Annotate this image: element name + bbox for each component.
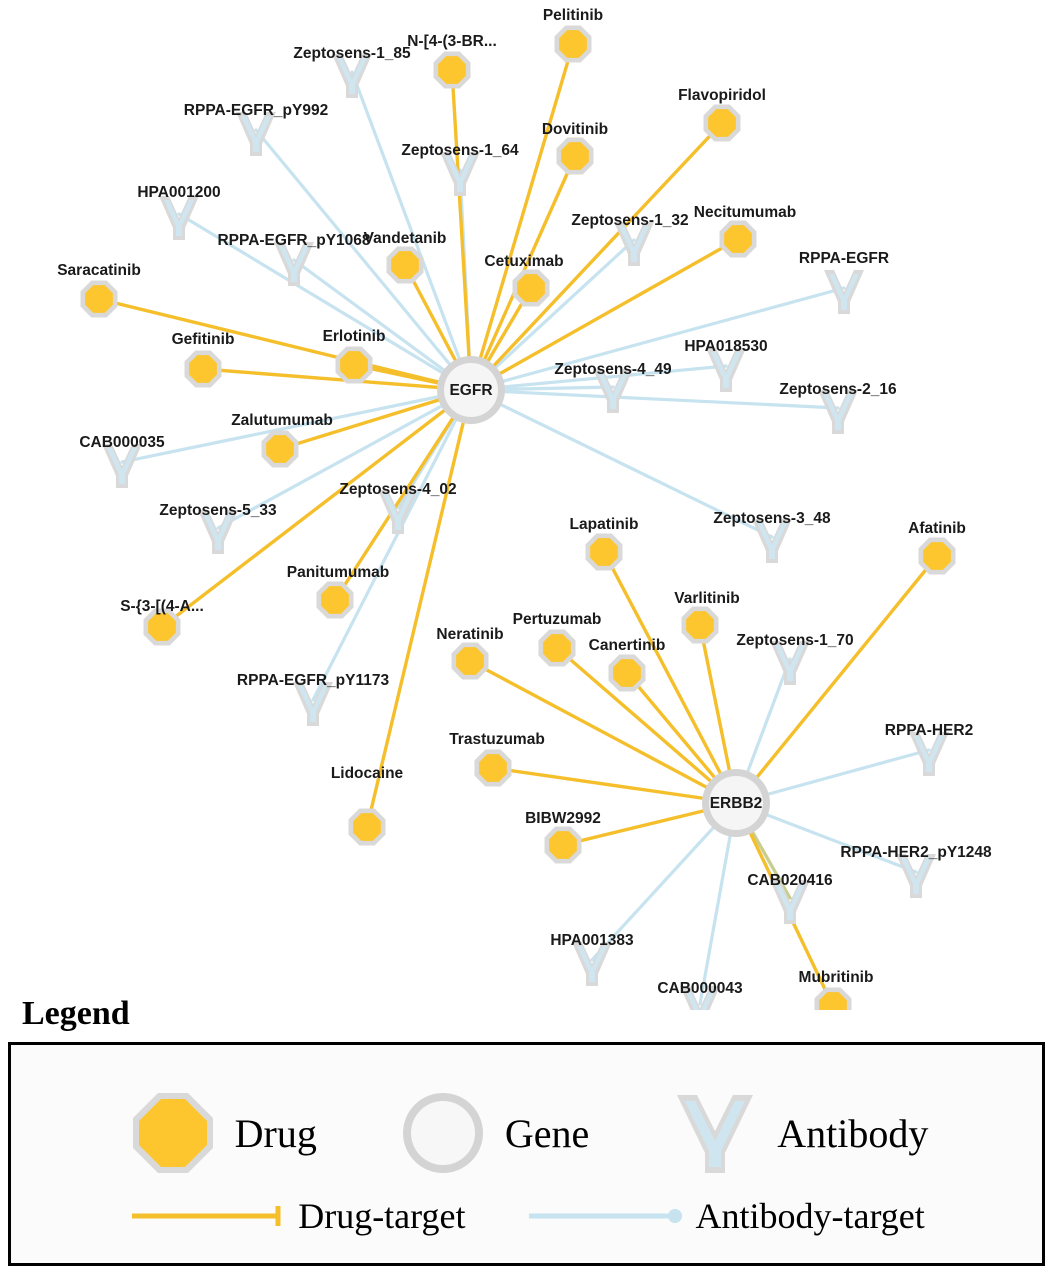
labels-layer bbox=[57, 7, 992, 997]
drug-node[interactable] bbox=[189, 355, 217, 383]
antibody-label: Zeptosens-1_64 bbox=[401, 142, 519, 160]
legend-item-antibody bbox=[667, 1085, 928, 1181]
drug-node[interactable] bbox=[438, 56, 466, 84]
drug-label: Dovitinib bbox=[541, 121, 609, 139]
drug-label: BIBW2992 bbox=[525, 810, 601, 828]
legend-label-gene: Gene bbox=[504, 1110, 590, 1156]
graph-edge bbox=[367, 390, 471, 827]
drug-label: Erlotinib bbox=[322, 328, 386, 346]
antibody-label: Zeptosens-5_33 bbox=[159, 502, 277, 520]
antibody-label: RPPA-EGFR_pY1173 bbox=[236, 672, 390, 690]
antibody-label: Zeptosens-3_48 bbox=[713, 510, 831, 528]
antibody-label: CAB020416 bbox=[747, 872, 833, 890]
legend-box bbox=[8, 1042, 1045, 1266]
drug-label: Pertuzumab bbox=[512, 611, 602, 629]
drug-node[interactable] bbox=[543, 634, 571, 662]
drug-node[interactable] bbox=[479, 754, 507, 782]
legend-item-gene bbox=[395, 1085, 589, 1181]
drug-node[interactable] bbox=[456, 647, 484, 675]
drug-target-edge-icon bbox=[128, 1201, 288, 1231]
drug-node[interactable] bbox=[266, 435, 294, 463]
legend-label-drug: Drug bbox=[234, 1110, 317, 1156]
drug-label: Lidocaine bbox=[330, 765, 404, 783]
antibody-label: HPA001383 bbox=[550, 932, 634, 950]
drug-label: Lapatinib bbox=[569, 516, 639, 534]
gene-label: ERBB2 bbox=[709, 795, 763, 813]
drug-node[interactable] bbox=[724, 225, 752, 253]
drug-label: Mubritinib bbox=[798, 969, 874, 987]
legend-item-drug-target bbox=[128, 1195, 465, 1237]
legend-label-drug-target: Drug-target bbox=[298, 1196, 466, 1236]
drug-label: Vandetanib bbox=[363, 230, 447, 248]
drug-node[interactable] bbox=[590, 538, 618, 566]
drug-node[interactable] bbox=[321, 586, 349, 614]
drug-node[interactable] bbox=[613, 659, 641, 687]
legend-item-drug bbox=[125, 1085, 317, 1181]
drug-node[interactable] bbox=[559, 30, 587, 58]
antibody-label: RPPA-EGFR_pY1068 bbox=[217, 232, 371, 250]
drug-label: Pelitinib bbox=[542, 7, 604, 25]
drug-label: S-{3-[(4-A... bbox=[120, 598, 204, 616]
antibody-label: CAB000035 bbox=[79, 434, 165, 452]
antibody-label: Zeptosens-1_85 bbox=[293, 45, 411, 63]
antibody-label: Zeptosens-2_16 bbox=[779, 381, 897, 399]
antibody-label: HPA018530 bbox=[684, 338, 768, 356]
antibody-label: Zeptosens-4_02 bbox=[339, 481, 457, 499]
drug-node[interactable] bbox=[686, 611, 714, 639]
drug-node[interactable] bbox=[148, 613, 176, 641]
drug-label: Saracatinib bbox=[57, 262, 141, 280]
antibody-node[interactable] bbox=[159, 196, 199, 240]
drug-label: Zalutumumab bbox=[231, 412, 333, 430]
antibody-target-edge-icon bbox=[525, 1201, 685, 1231]
gene-label: EGFR bbox=[449, 382, 493, 400]
drug-label: Canertinib bbox=[588, 637, 666, 655]
drug-label: Gefitinib bbox=[171, 331, 235, 349]
drug-label: Neratinib bbox=[436, 626, 504, 644]
drug-node[interactable] bbox=[353, 813, 381, 841]
gene-icon bbox=[395, 1085, 491, 1181]
drug-node[interactable] bbox=[391, 251, 419, 279]
drug-label: Cetuximab bbox=[484, 253, 564, 271]
antibody-label: RPPA-EGFR bbox=[798, 250, 890, 268]
drug-node[interactable] bbox=[708, 109, 736, 137]
legend-label-antibody: Antibody bbox=[777, 1110, 929, 1156]
drug-node[interactable] bbox=[517, 274, 545, 302]
drug-label: Panitumumab bbox=[286, 564, 390, 582]
antibody-label: RPPA-EGFR_pY992 bbox=[183, 102, 329, 120]
drug-label: Afatinib bbox=[908, 520, 966, 538]
drug-label: N-[4-(3-BR... bbox=[407, 33, 497, 51]
drug-node[interactable] bbox=[561, 142, 589, 170]
antibody-label: Zeptosens-1_32 bbox=[571, 212, 689, 230]
graph-edge bbox=[452, 70, 471, 390]
drug-node[interactable] bbox=[340, 351, 368, 379]
drug-node[interactable] bbox=[923, 542, 951, 570]
drug-label: Flavopiridol bbox=[678, 87, 766, 105]
drug-icon bbox=[125, 1085, 221, 1181]
antibody-label: Zeptosens-4_49 bbox=[554, 361, 672, 379]
antibody-label: HPA001200 bbox=[137, 184, 221, 202]
antibody-label: CAB000043 bbox=[657, 980, 743, 998]
graph-edge bbox=[736, 556, 937, 803]
antibody-label: Zeptosens-1_70 bbox=[736, 632, 854, 650]
legend-item-antibody-target bbox=[525, 1195, 924, 1237]
drug-label: Necitumumab bbox=[693, 204, 797, 222]
drug-node[interactable] bbox=[85, 285, 113, 313]
drug-label: Trastuzumab bbox=[449, 731, 545, 749]
antibody-label: RPPA-HER2 bbox=[884, 722, 974, 740]
drug-node[interactable] bbox=[549, 831, 577, 859]
antibody-label: RPPA-HER2_pY1248 bbox=[840, 844, 992, 862]
antibody-icon bbox=[667, 1085, 763, 1181]
graph-edge bbox=[313, 390, 471, 700]
legend-label-antibody-target: Antibody-target bbox=[695, 1196, 925, 1236]
legend-title: Legend bbox=[22, 995, 130, 1032]
drug-label: Varlitinib bbox=[674, 590, 740, 608]
